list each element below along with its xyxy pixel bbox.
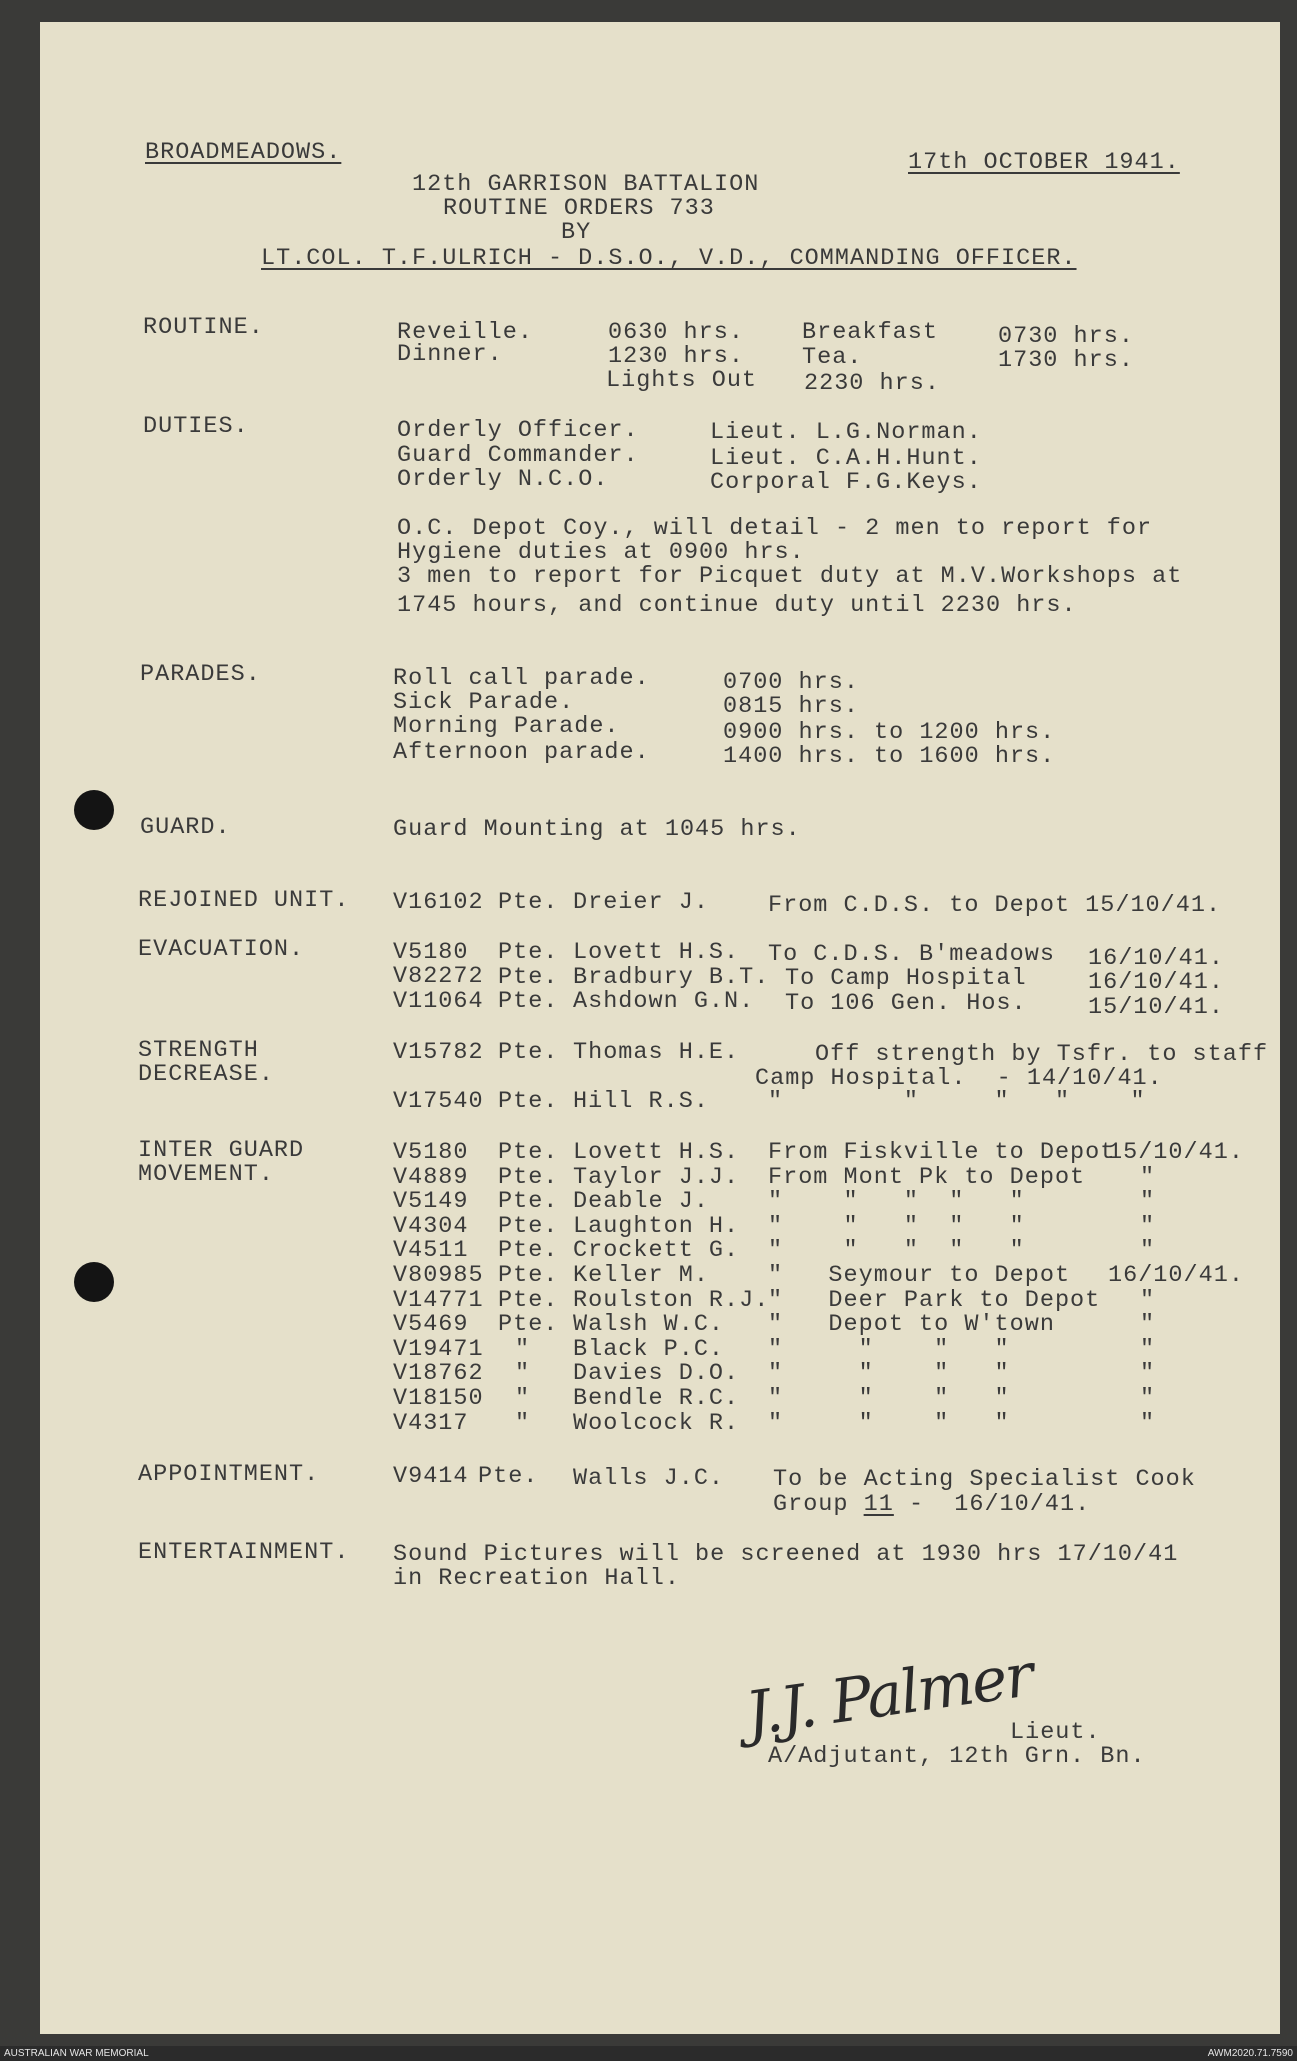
service-number: V11064 bbox=[393, 988, 484, 1015]
entertainment-line: Sound Pictures will be screened at 1930 hrs 17/10/41 bbox=[393, 1541, 1179, 1568]
section-label-guard: GUARD. bbox=[140, 814, 231, 841]
order-date: 17th OCTOBER 1941. bbox=[908, 149, 1180, 176]
punch-hole bbox=[74, 1262, 114, 1302]
service-number: V14771 bbox=[393, 1287, 484, 1314]
routine-lights-time: 2230 hrs. bbox=[804, 370, 940, 397]
movement-date: " bbox=[1140, 1287, 1156, 1314]
routine-dinner-time: 1230 hrs. bbox=[608, 343, 744, 370]
archive-name: AUSTRALIAN WAR MEMORIAL bbox=[4, 2048, 149, 2059]
soldier-name: Walls J.C. bbox=[573, 1465, 725, 1492]
section-label-appointment: APPOINTMENT. bbox=[138, 1461, 320, 1488]
service-number: V5180 bbox=[393, 1139, 469, 1166]
service-number: V4317 bbox=[393, 1410, 469, 1437]
parade-name: Sick Parade. bbox=[393, 689, 575, 716]
rank: " bbox=[515, 1385, 531, 1412]
duty-name: Lieut. L.G.Norman. bbox=[710, 419, 982, 446]
service-number: V9414 bbox=[393, 1463, 469, 1490]
handwritten-signature: J.J. Palmer bbox=[741, 1640, 1037, 1750]
rank: Pte. bbox=[498, 1262, 559, 1289]
soldier-name: Crockett G. bbox=[573, 1237, 740, 1264]
evacuation-detail: To C.D.S. B'meadows bbox=[768, 941, 1055, 968]
guard-text: Guard Mounting at 1045 hrs. bbox=[393, 816, 801, 843]
section-label-parades: PARADES. bbox=[140, 661, 261, 688]
routine-tea-time: 1730 hrs. bbox=[998, 347, 1134, 374]
routine-lights: Lights Out bbox=[606, 367, 758, 394]
soldier-name: Walsh W.C. bbox=[573, 1311, 725, 1338]
ditto-marks: " " " " " bbox=[768, 1088, 1146, 1115]
movement-date: " bbox=[1140, 1164, 1156, 1191]
soldier-name: Dreier J. bbox=[573, 889, 709, 916]
section-label-strength: STRENGTH bbox=[138, 1037, 259, 1064]
movement-date: " bbox=[1140, 1336, 1156, 1363]
rank: Pte. bbox=[498, 1164, 559, 1191]
duty-name: Lieut. C.A.H.Hunt. bbox=[710, 445, 982, 472]
orders-title: ROUTINE ORDERS 733 bbox=[443, 195, 715, 222]
parade-time: 0815 hrs. bbox=[723, 693, 859, 720]
section-label-evacuation: EVACUATION. bbox=[138, 936, 305, 963]
parade-time: 0700 hrs. bbox=[723, 669, 859, 696]
soldier-name: Taylor J.J. bbox=[573, 1164, 740, 1191]
rank: Pte. bbox=[498, 889, 559, 916]
soldier-name: Woolcock R. bbox=[573, 1410, 740, 1437]
movement-date: " bbox=[1140, 1237, 1156, 1264]
section-label-duties: DUTIES. bbox=[143, 413, 249, 440]
service-number: V4511 bbox=[393, 1237, 469, 1264]
movement-date: " bbox=[1140, 1188, 1156, 1215]
movement-date: " bbox=[1140, 1385, 1156, 1412]
soldier-name: Hill R.S. bbox=[573, 1088, 709, 1115]
movement-detail: From Mont Pk to Depot bbox=[768, 1164, 1086, 1191]
service-number: V5469 bbox=[393, 1311, 469, 1338]
parade-time: 1400 hrs. to 1600 hrs. bbox=[723, 743, 1056, 770]
movement-date: " bbox=[1140, 1213, 1156, 1240]
evacuation-date: 16/10/41. bbox=[1088, 969, 1224, 996]
section-label-strength: DECREASE. bbox=[138, 1061, 274, 1088]
routine-breakfast: Breakfast bbox=[802, 319, 938, 346]
movement-detail: From Fiskville to Depot bbox=[768, 1139, 1116, 1166]
service-number: V80985 bbox=[393, 1262, 484, 1289]
movement-date: " bbox=[1140, 1360, 1156, 1387]
service-number: V4304 bbox=[393, 1213, 469, 1240]
movement-detail: " " " " bbox=[768, 1410, 1010, 1437]
strength-detail: Camp Hospital. - 14/10/41. bbox=[755, 1065, 1163, 1092]
section-label-rejoined: REJOINED UNIT. bbox=[138, 887, 350, 914]
by-line: BY bbox=[561, 219, 592, 246]
movement-detail: " " " " " bbox=[768, 1188, 1025, 1215]
duty-note-line: O.C. Depot Coy., will detail - 2 men to report for bbox=[397, 515, 1153, 542]
service-number: V17540 bbox=[393, 1088, 484, 1115]
entertainment-line: in Recreation Hall. bbox=[393, 1565, 680, 1592]
movement-detail: " Deer Park to Depot bbox=[768, 1287, 1101, 1314]
routine-tea: Tea. bbox=[802, 344, 863, 371]
rank: Pte. bbox=[498, 1039, 559, 1066]
duty-note-line: 1745 hours, and continue duty until 2230 hrs. bbox=[397, 592, 1077, 619]
movement-detail: " " " " bbox=[768, 1385, 1010, 1412]
service-number: V19471 bbox=[393, 1336, 484, 1363]
movement-date: " bbox=[1140, 1410, 1156, 1437]
rank: Pte. bbox=[498, 939, 559, 966]
movement-detail: " Seymour to Depot bbox=[768, 1262, 1071, 1289]
routine-dinner: Dinner. bbox=[397, 341, 503, 368]
appointment-group: Group 11 - 16/10/41. bbox=[773, 1491, 1091, 1518]
movement-detail: " " " " bbox=[768, 1336, 1010, 1363]
rank: Pte. bbox=[498, 1139, 559, 1166]
signature-rank: Lieut. bbox=[1010, 1719, 1101, 1746]
soldier-name: Deable J. bbox=[573, 1188, 709, 1215]
soldier-name: Laughton H. bbox=[573, 1213, 740, 1240]
evacuation-detail: To Camp Hospital bbox=[785, 965, 1027, 992]
routine-breakfast-time: 0730 hrs. bbox=[998, 323, 1134, 350]
routine-reveille-time: 0630 hrs. bbox=[608, 319, 744, 346]
duty-note-line: 3 men to report for Picquet duty at M.V.Workshops at bbox=[397, 563, 1183, 590]
rank: Pte. bbox=[478, 1463, 539, 1490]
parade-time: 0900 hrs. to 1200 hrs. bbox=[723, 719, 1056, 746]
soldier-name: Thomas H.E. bbox=[573, 1039, 740, 1066]
soldier-name: Keller M. bbox=[573, 1262, 709, 1289]
rank: Pte. bbox=[498, 1213, 559, 1240]
movement-date: 16/10/41. bbox=[1108, 1262, 1244, 1289]
rank: Pte. bbox=[498, 1287, 559, 1314]
service-number: V4889 bbox=[393, 1164, 469, 1191]
service-number: V82272 bbox=[393, 963, 484, 990]
soldier-name: Davies D.O. bbox=[573, 1360, 740, 1387]
section-label-routine: ROUTINE. bbox=[143, 314, 264, 341]
soldier-name: Black P.C. bbox=[573, 1336, 725, 1363]
rank: Pte. bbox=[498, 1088, 559, 1115]
strength-detail: Off strength by Tsfr. to staff bbox=[815, 1041, 1269, 1068]
commander: LT.COL. T.F.ULRICH - D.S.O., V.D., COMMANDING OFFICER. bbox=[261, 245, 1077, 272]
rank: Pte. bbox=[498, 1311, 559, 1338]
soldier-name: Lovett H.S. bbox=[573, 1139, 740, 1166]
rank: Pte. bbox=[498, 988, 559, 1015]
duty-role: Orderly Officer. bbox=[397, 417, 639, 444]
appointment-detail: To be Acting Specialist Cook bbox=[773, 1466, 1196, 1493]
movement-detail: " Depot to W'town bbox=[768, 1311, 1055, 1338]
movement-detail: From C.D.S. to Depot 15/10/41. bbox=[768, 892, 1222, 919]
soldier-name: Roulston R.J. bbox=[573, 1287, 770, 1314]
evacuation-date: 16/10/41. bbox=[1088, 945, 1224, 972]
routine-reveille: Reveille. bbox=[397, 319, 533, 346]
movement-detail: " " " " " bbox=[768, 1213, 1025, 1240]
section-label-inter-guard: MOVEMENT. bbox=[138, 1161, 274, 1188]
service-number: V15782 bbox=[393, 1039, 484, 1066]
movement-detail: " " " " " bbox=[768, 1237, 1025, 1264]
punch-hole bbox=[74, 790, 114, 830]
duty-name: Corporal F.G.Keys. bbox=[710, 469, 982, 496]
service-number: V5149 bbox=[393, 1188, 469, 1215]
soldier-name: Ashdown G.N. bbox=[573, 988, 755, 1015]
archive-footer bbox=[0, 2046, 1297, 2061]
soldier-name: Lovett H.S. bbox=[573, 939, 740, 966]
movement-detail: " " " " bbox=[768, 1360, 1010, 1387]
parade-name: Roll call parade. bbox=[393, 665, 650, 692]
soldier-name: Bendle R.C. bbox=[573, 1385, 740, 1412]
duty-note-line: Hygiene duties at 0900 hrs. bbox=[397, 539, 805, 566]
rank: " bbox=[515, 1360, 531, 1387]
parade-name: Morning Parade. bbox=[393, 713, 620, 740]
rank: " bbox=[515, 1336, 531, 1363]
soldier-name: Bradbury B.T. bbox=[573, 964, 770, 991]
evacuation-detail: To 106 Gen. Hos. bbox=[785, 990, 1027, 1017]
service-number: V5180 bbox=[393, 939, 469, 966]
parade-name: Afternoon parade. bbox=[393, 739, 650, 766]
location: BROADMEADOWS. bbox=[145, 139, 342, 166]
duty-role: Guard Commander. bbox=[397, 442, 639, 469]
signature-title: A/Adjutant, 12th Grn. Bn. bbox=[768, 1743, 1146, 1770]
section-label-entertainment: ENTERTAINMENT. bbox=[138, 1539, 350, 1566]
service-number: V16102 bbox=[393, 889, 484, 916]
movement-date: " bbox=[1140, 1311, 1156, 1338]
movement-date: 15/10/41. bbox=[1108, 1139, 1244, 1166]
section-label-inter-guard: INTER GUARD bbox=[138, 1137, 305, 1164]
rank: Pte. bbox=[498, 1188, 559, 1215]
rank: Pte. bbox=[498, 1237, 559, 1264]
service-number: V18762 bbox=[393, 1360, 484, 1387]
rank: Pte. bbox=[498, 964, 559, 991]
battalion-title: 12th GARRISON BATTALION bbox=[412, 171, 760, 198]
duty-role: Orderly N.C.O. bbox=[397, 466, 609, 493]
service-number: V18150 bbox=[393, 1385, 484, 1412]
rank: " bbox=[515, 1410, 531, 1437]
archive-reference: AWM2020.71.7590 bbox=[1207, 2048, 1293, 2059]
evacuation-date: 15/10/41. bbox=[1088, 994, 1224, 1021]
